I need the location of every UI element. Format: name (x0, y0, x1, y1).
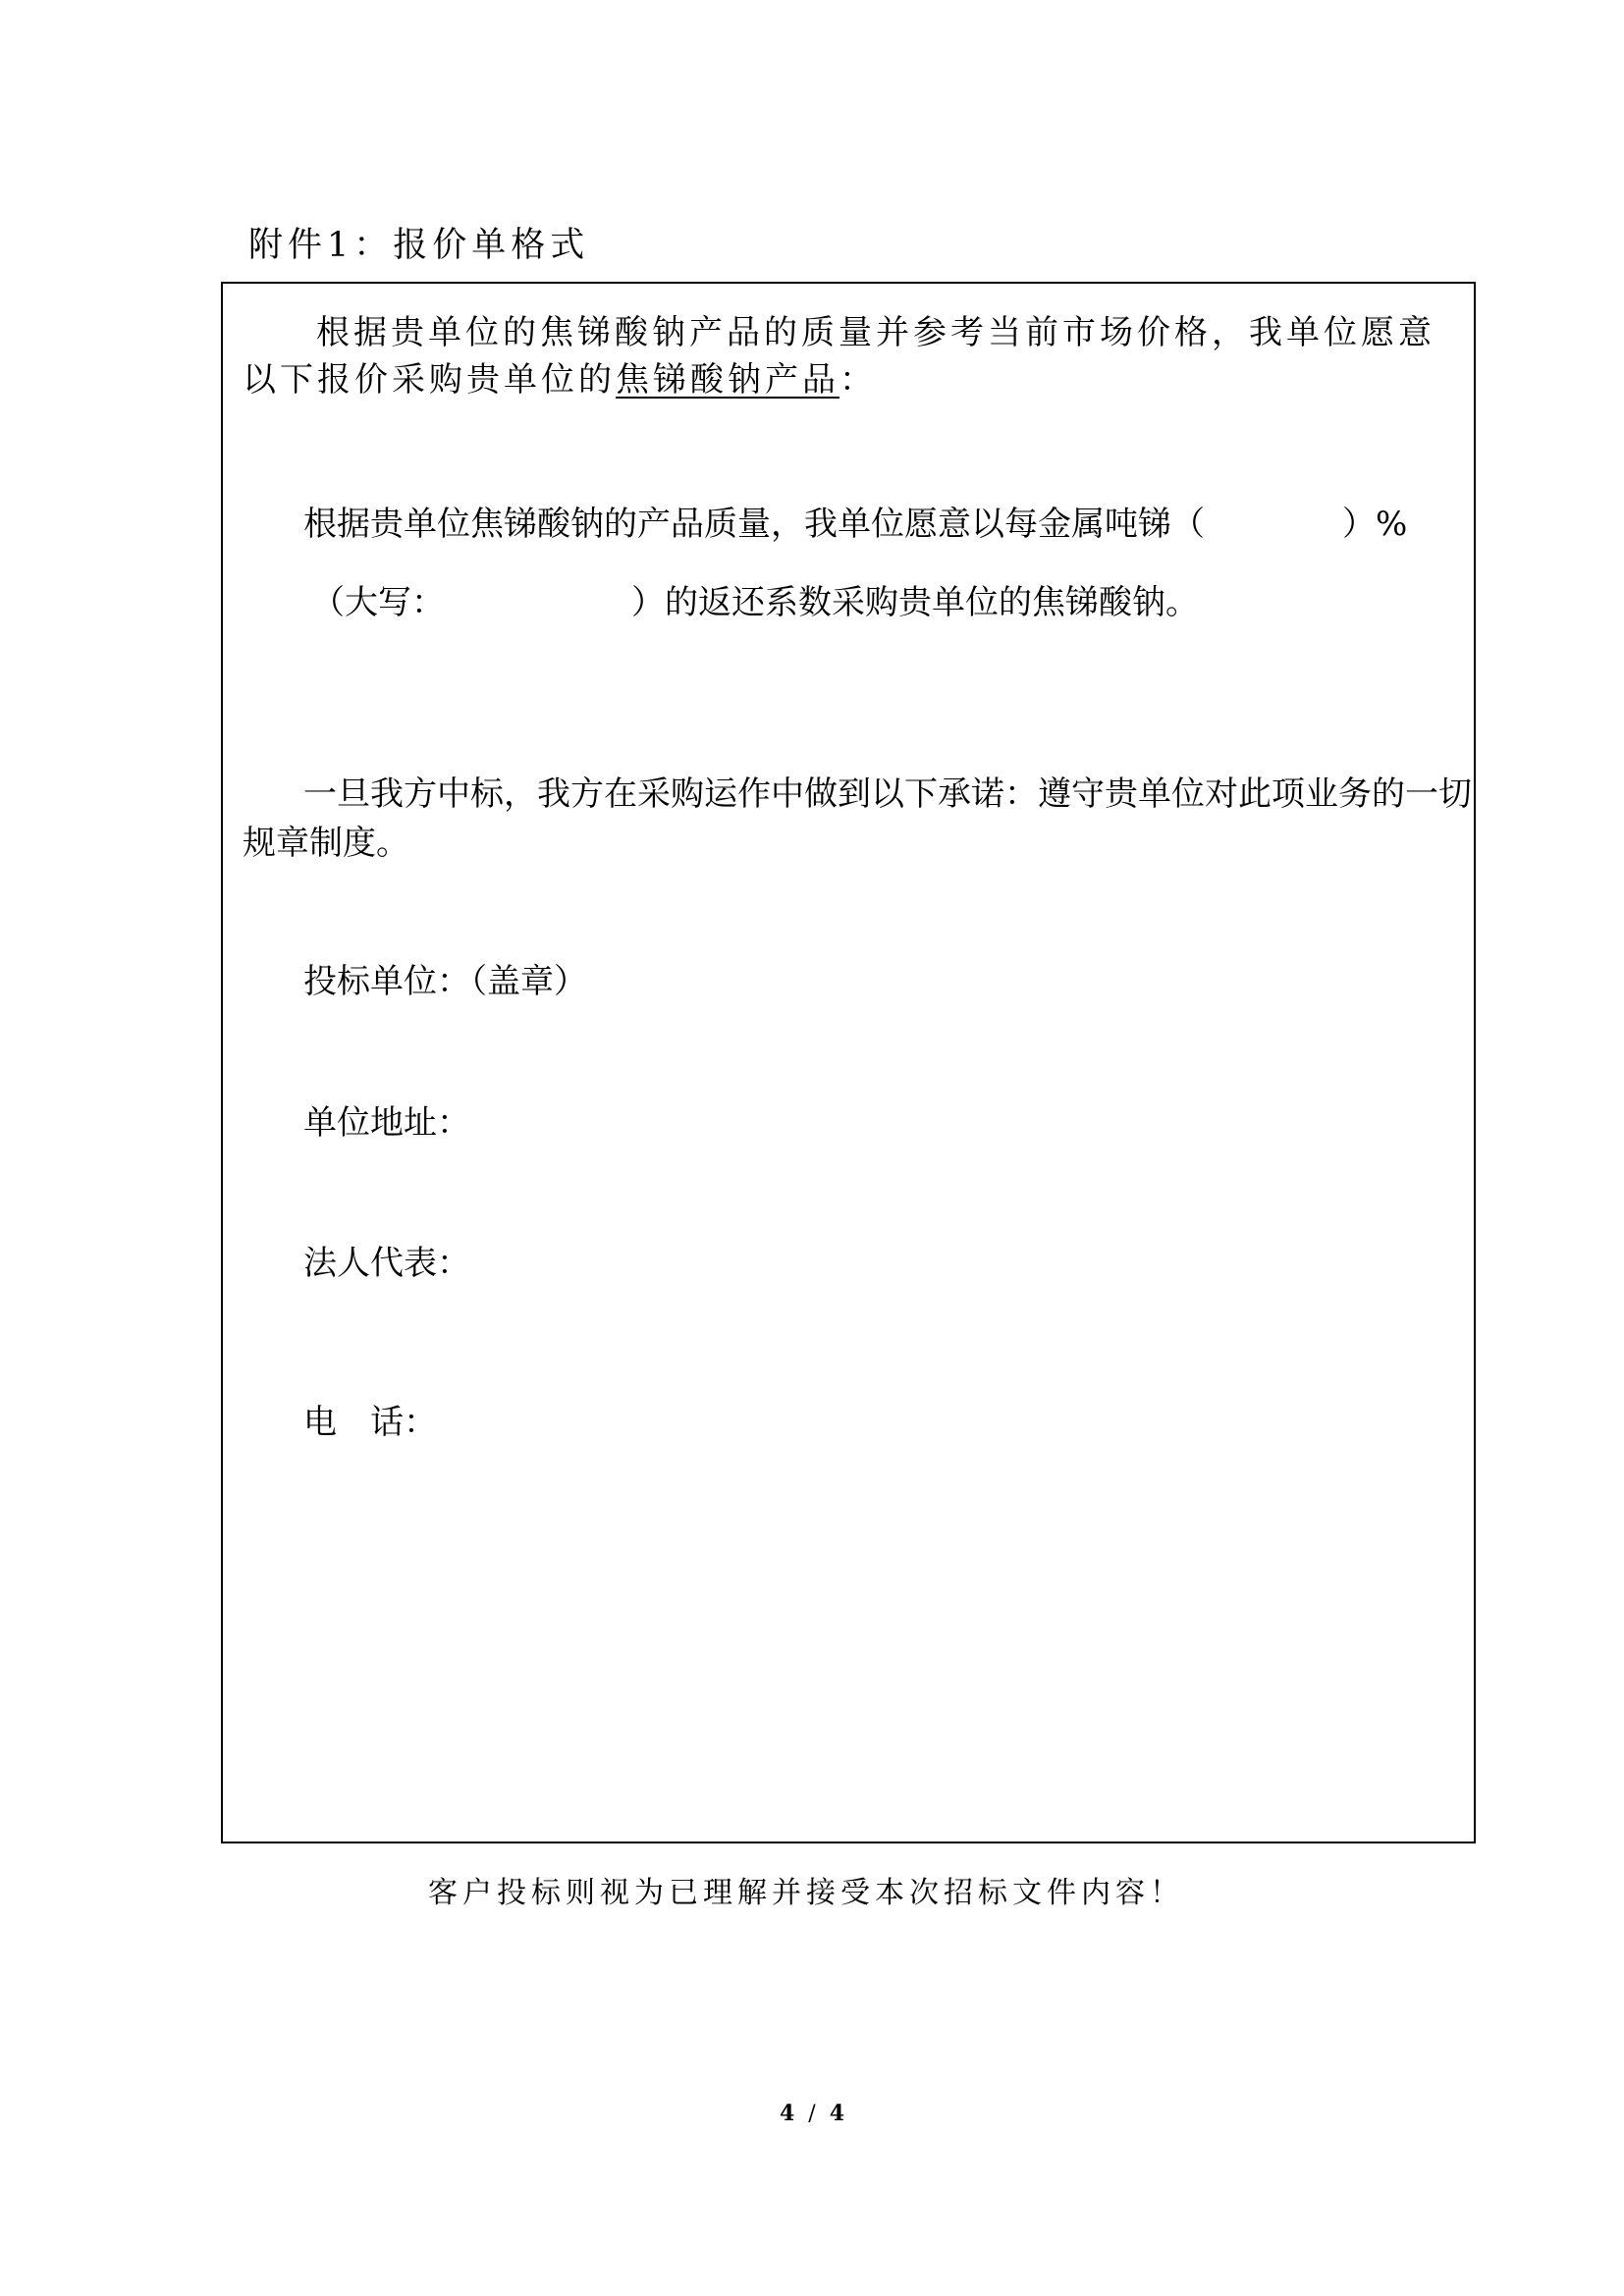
page-number (0, 2101, 1624, 2126)
rate-line-2-open: （大写： (311, 583, 445, 622)
rate-line-2-text: ）的返还系数采购贵单位的焦锑酸钠。 (631, 583, 1199, 622)
intro-line-2-suffix: ： (839, 360, 877, 400)
phone-field-label: 电 话： (303, 1403, 437, 1442)
rate-line-1 (303, 497, 1407, 545)
footer-note: 客户投标则视为已理解并接受本次招标文件内容！ (428, 1876, 1184, 1910)
product-name-underlined: 焦锑酸钠产品 (616, 360, 839, 400)
page-total: 4 (829, 2101, 845, 2126)
page-separator: / (808, 2102, 816, 2126)
rate-line-2 (311, 575, 1199, 623)
rate-line-1-text: 根据贵单位焦锑酸钠的产品质量，我单位愿意以每金属吨锑（ (303, 505, 1205, 544)
page-title: 附件1：报价单格式 (248, 226, 590, 265)
commitment-line-1: 一旦我方中标，我方在采购运作中做到以下承诺：遵守贵单位对此项业务的一切 (303, 774, 1472, 814)
intro-line-2 (243, 352, 877, 400)
bidder-field-label: 投标单位：（盖章） (303, 962, 587, 1001)
rate-line-1-close: ）% (1342, 505, 1408, 544)
quote-form-box (221, 282, 1476, 1843)
commitment-line-2: 规章制度。 (243, 824, 409, 863)
address-field-label: 单位地址： (303, 1103, 470, 1143)
intro-line-1: 根据贵单位的焦锑酸钠产品的质量并参考当前市场价格，我单位愿意 (316, 313, 1435, 352)
legal-rep-field-label: 法人代表： (303, 1244, 470, 1283)
page-current: 4 (779, 2101, 795, 2126)
intro-line-2-prefix: 以下报价采购贵单位的 (243, 360, 616, 400)
